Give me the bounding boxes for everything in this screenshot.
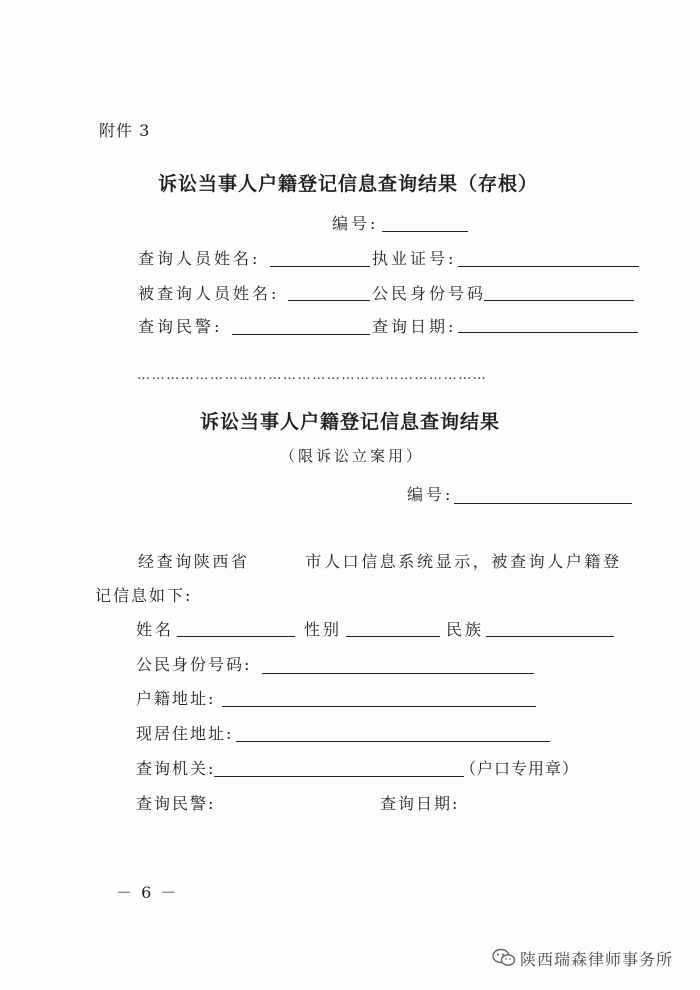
stub-date-line[interactable] bbox=[458, 332, 638, 333]
household-address-line[interactable] bbox=[222, 706, 536, 707]
ethnicity-label: 民族 bbox=[446, 620, 485, 639]
result-intro-line-1: 经查询陕西省 市人口信息系统显示，被查询人户籍登 bbox=[138, 552, 622, 571]
stub-subject-name-line[interactable] bbox=[288, 300, 370, 301]
household-address-label: 户籍地址: bbox=[136, 689, 216, 708]
stub-title: 诉讼当事人户籍登记信息查询结果（存根） bbox=[158, 173, 539, 195]
stub-subject-name-label: 被查询人员姓名: bbox=[138, 284, 280, 303]
stub-officer-line[interactable] bbox=[232, 334, 370, 335]
watermark-text: 陕西瑞森律师事务所 bbox=[520, 949, 674, 969]
result-serial-label: 编号: bbox=[407, 485, 454, 504]
ethnicity-line[interactable] bbox=[486, 636, 614, 637]
agency-label: 查询机关: bbox=[136, 759, 216, 778]
stub-officer-label: 查询民警: bbox=[138, 317, 223, 336]
stub-date-label: 查询日期: bbox=[372, 317, 457, 336]
tear-line-separator: ……………………………………………………………… bbox=[137, 368, 488, 383]
name-line[interactable] bbox=[177, 636, 295, 637]
watermark bbox=[492, 946, 673, 970]
stub-id-no-line[interactable] bbox=[484, 300, 634, 301]
result-intro-line-2: 记信息如下: bbox=[95, 586, 193, 605]
seal-note: （户口专用章） bbox=[460, 759, 580, 778]
result-date-label: 查询日期: bbox=[380, 794, 460, 813]
stub-license-no-line[interactable] bbox=[458, 266, 639, 267]
id-no-line[interactable] bbox=[262, 673, 534, 674]
current-address-line[interactable] bbox=[236, 741, 550, 742]
stub-inquirer-name-label: 查询人员姓名: bbox=[138, 249, 261, 268]
agency-line[interactable] bbox=[214, 776, 464, 777]
wechat-icon bbox=[492, 948, 516, 968]
stub-id-no-label: 公民身份号码 bbox=[372, 284, 487, 303]
result-title: 诉讼当事人户籍登记信息查询结果 bbox=[200, 411, 501, 433]
result-serial-line[interactable] bbox=[454, 503, 632, 504]
stub-inquirer-name-line[interactable] bbox=[270, 266, 370, 267]
stub-license-no-label: 执业证号: bbox=[372, 249, 457, 268]
id-no-label: 公民身份号码: bbox=[136, 655, 252, 674]
page-number: － 6 － bbox=[116, 883, 179, 902]
attachment-label: 附件 3 bbox=[99, 121, 151, 140]
result-subtitle: （限诉讼立案用） bbox=[280, 447, 425, 465]
stub-serial-line[interactable] bbox=[382, 231, 468, 232]
gender-label: 性别 bbox=[304, 620, 343, 639]
result-officer-label: 查询民警: bbox=[136, 794, 216, 813]
current-address-label: 现居住地址: bbox=[136, 724, 234, 743]
stub-serial-label: 编号: bbox=[332, 214, 379, 233]
gender-line[interactable] bbox=[346, 636, 440, 637]
name-label: 姓名 bbox=[136, 620, 175, 639]
